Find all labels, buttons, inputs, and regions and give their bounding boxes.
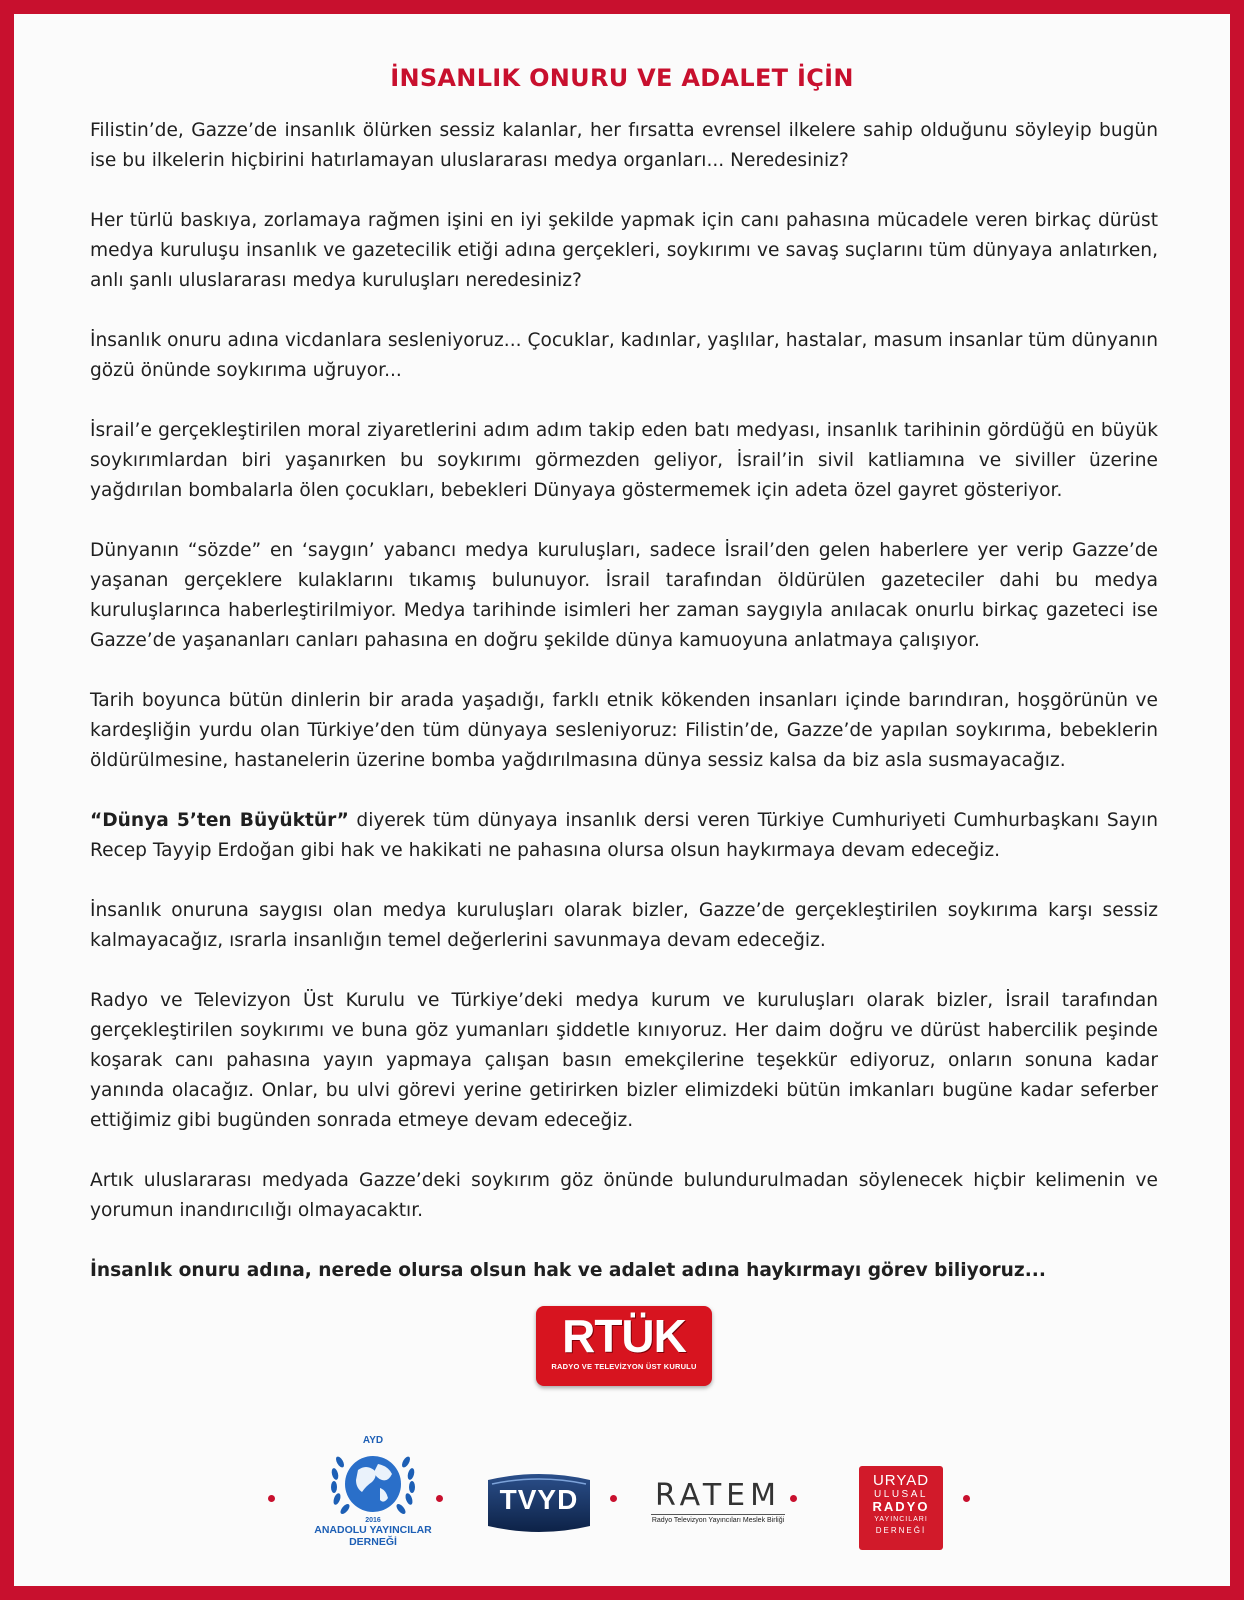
paragraph: Dünyanın “sözde” en ‘saygın’ yabancı medya kuruluşları, sadece İsrail’den gelen haberlere yer verip Gazze’de yaşanan gerçeklere kulaklarını tıkamış bulunuyor. İsrail tarafından öldürülen gazeteciler dahi bu medya kuruluşlarınca haberleştirilmiyor. Medya tarihinde isimleri her zaman saygıyla anılacak onurlu birkaç gazeteci ise Gazze’de yaşananları canları pahasına en doğru şekilde dünya kamuoyuna anlatmaya çalışıyor.: [90, 540, 1158, 651]
uryad-line2: RADYO: [872, 1499, 930, 1514]
separator-dot: [610, 1495, 617, 1502]
paragraph: Artık uluslararası medyada Gazze’deki soykırım göz önünde bulundurulmadan söylenecek hiçbir kelimenin ve yorumun inandırıcılığı olmayacaktır.: [90, 1170, 1158, 1221]
uryad-logo-text: URYAD: [872, 1472, 930, 1489]
globe-laurel-icon: [318, 1432, 428, 1524]
separator-dot: [268, 1495, 275, 1502]
paragraph: İnsanlık onuru adına vicdanlara sesleniyoruz... Çocuklar, kadınlar, yaşlılar, hastalar, masum insanlar tüm dünyanın gözü önünde soykırıma uğruyor...: [90, 330, 1158, 381]
tvyd-logo: [484, 1470, 594, 1536]
ayd-year: 2016: [365, 1517, 381, 1524]
quote-bold: “Dünya 5’ten Büyüktür”: [90, 810, 349, 831]
paragraph: İsrail’e gerçekleştirilen moral ziyaretlerini adım adım takip eden batı medyası, insanlık tarihinin gördüğü en büyük soykırımlardan biri yaşanırken bu soykırımı görmezden geliyor, İsrail’in sivil katliamına ve siviller üzerine yağdırılan bombalarla ölen çocukları, bebekleri Dünyaya göstermemek için adeta özel gayret gösteriyor.: [90, 420, 1158, 501]
separator-dot: [963, 1495, 970, 1502]
closing-statement: İnsanlık onuru adına, nerede olursa olsun hak ve adalet adına haykırmayı görev biliyoruz...: [90, 1260, 1046, 1281]
paragraph: Tarih boyunca bütün dinlerin bir arada yaşadığı, farklı etnik kökenden insanları içinde barındıran, hoşgörünün ve kardeşliğin yurdu olan Türkiye’den tüm dünyaya sesleniyoruz: Filistin’de, Gazze’de yapılan soykırıma, bebeklerin öldürülmesine, hastanelerin üzerine bomba yağdırılmasına dünya sessiz kalsa da biz asla susmayacağız.: [90, 690, 1158, 771]
rtuk-logo-subtitle: RADYO VE TELEVİZYON ÜST KURULU: [551, 1362, 697, 1371]
separator-dot: [790, 1495, 797, 1502]
ayd-abbr: AYD: [362, 1435, 384, 1446]
ratem-logo-subtitle: Radyo Televizyon Yayıncıları Meslek Birliği: [651, 1514, 785, 1524]
ratem-logo-text: RATEM: [655, 1478, 781, 1513]
uryad-logo: [859, 1466, 943, 1550]
ayd-name-line2: DERNEĞİ: [349, 1536, 397, 1548]
ratem-logo: [651, 1480, 785, 1526]
uryad-line3: YAYINCILARI: [874, 1516, 928, 1523]
rtuk-logo-text: RTÜK: [562, 1310, 686, 1362]
tvyd-logo-text: TVYD: [499, 1484, 579, 1515]
ayd-name-line1: ANADOLU YAYINCILAR: [314, 1524, 432, 1536]
rtuk-logo: [536, 1306, 712, 1386]
page-frame: [14, 14, 1230, 1586]
ayd-logo: [308, 1432, 438, 1562]
page-title: İNSANLIK ONURU VE ADALET İÇİN: [390, 64, 854, 92]
paragraph: Radyo ve Televizyon Üst Kurulu ve Türkiye’deki medya kurum ve kuruluşları olarak bizler, İsrail tarafından gerçekleştirilen soykırımı ve buna göz yumanları şiddetle kınıyoruz. Her daim doğru ve dürüst habercilik peşinde koşarak canı pahasına yayın yapmaya çalışan basın emekçilerine teşekkür ediyoruz, onların sonuna kadar yanında olacağız. Onlar, bu ulvi görevi yerine getirirken bizler elimizdeki bütün imkanları bugüne kadar seferber ettiğimiz gibi bugünden sonrada etmeye devam edeceğiz.: [90, 990, 1158, 1131]
uryad-line1: ULUSAL: [874, 1489, 928, 1500]
statement-body: [90, 116, 1158, 1286]
paragraph: Filistin’de, Gazze’de insanlık ölürken sessiz kalanlar, her fırsatta evrensel ilkelere sahip olduğunu söyleyip bugün ise bu ilkelerin hiçbirini hatırlamayan uluslararası medya organları... Neredesiniz?: [90, 120, 1158, 171]
quote-rest: diyerek tüm dünyaya insanlık dersi veren Türkiye Cumhuriyeti Cumhurbaşkanı Sayın Recep Tayyip Erdoğan gibi hak ve hakikati ne pahasına olursa olsun haykırmaya devam edeceğiz.: [90, 810, 1158, 861]
paragraph: Her türlü baskıya, zorlamaya rağmen işini en iyi şekilde yapmak için canı pahasına mücadele veren birkaç dürüst medya kuruluşu insanlık ve gazetecilik etiği adına gerçekleri, soykırımı ve savaş suçlarını tüm dünyaya anlatırken, anlı şanlı uluslararası medya kuruluşları neredesiniz?: [90, 210, 1158, 291]
paragraph: İnsanlık onuruna saygısı olan medya kuruluşları olarak bizler, Gazze’de gerçekleştirilen soykırıma karşı sessiz kalmayacağız, ısrarla insanlığın temel değerlerini savunmaya devam edeceğiz.: [90, 900, 1158, 951]
uryad-line4: DERNEĞİ: [875, 1526, 927, 1535]
quote-paragraph: [90, 806, 1158, 866]
